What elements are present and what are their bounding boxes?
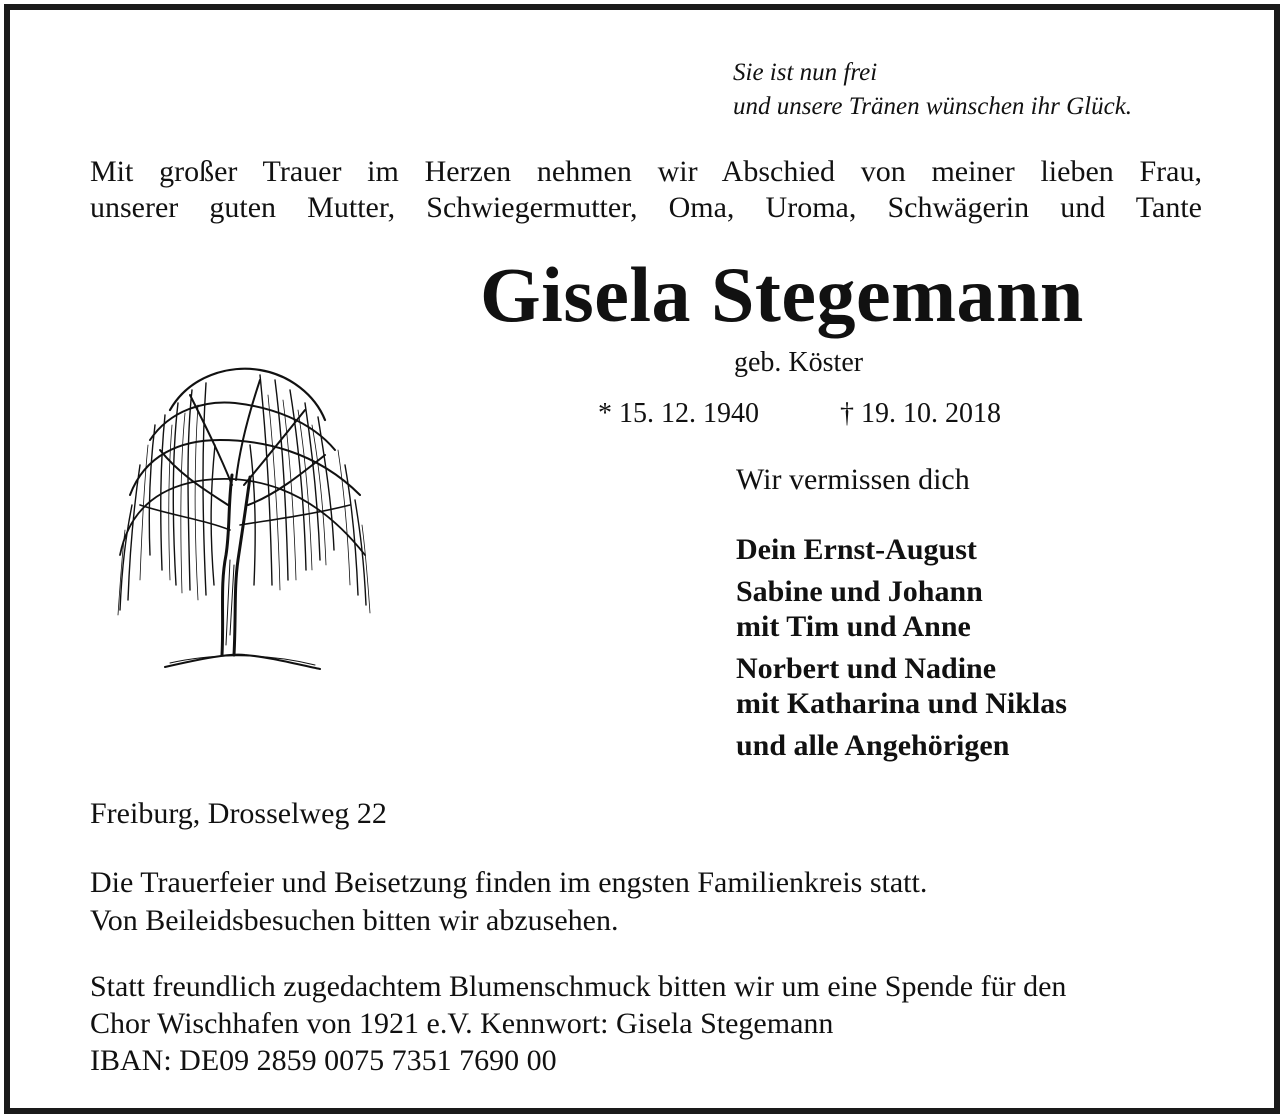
donation-line-2: Chor Wischhafen von 1921 e.V. Kennwort: Gisela Stegemann [90, 1007, 834, 1040]
weeping-willow-icon [110, 355, 380, 675]
obituary-frame [4, 4, 1280, 1114]
birth-date: * 15. 12. 1940 [598, 398, 759, 429]
mourner-line: Sabine und Johann [736, 575, 983, 608]
mourner-group [736, 728, 1067, 763]
intro-line-2: unserer guten Mutter, Schwiegermutter, Oma, Uroma, Schwägerin und Tante [90, 191, 1202, 224]
donation-notice [90, 968, 1066, 1079]
donation-line-1: Statt freundlich zugedachtem Blumenschmuck bitten wir um eine Spende für den [90, 970, 1067, 1003]
mourner-group [736, 574, 1067, 644]
mourner-line: mit Tim und Anne [736, 610, 971, 643]
intro-text [90, 154, 1202, 226]
death-date: † 19. 10. 2018 [840, 398, 1001, 429]
motto-quote [733, 56, 1132, 124]
intro-line-1: Mit großer Trauer im Herzen nehmen wir Abschied von meiner lieben Frau, [90, 155, 1202, 188]
donation-iban: IBAN: DE09 2859 0075 7351 7690 00 [90, 1044, 557, 1077]
ceremony-notice [90, 864, 927, 940]
motto-line-1: Sie ist nun frei [733, 59, 878, 86]
mourner-line: mit Katharina und Niklas [736, 687, 1067, 720]
miss-line: Wir vermissen dich [736, 463, 970, 496]
mourners-list [736, 532, 1067, 770]
mourner-line: Norbert und Nadine [736, 652, 997, 685]
address: Freiburg, Drosselweg 22 [90, 797, 387, 830]
mourner-line: und alle Angehörigen [736, 729, 1010, 762]
motto-line-2: und unsere Tränen wünschen ihr Glück. [733, 93, 1133, 120]
birth-name: geb. Köster [734, 347, 864, 378]
mourner-group [736, 651, 1067, 721]
mourner-group [736, 532, 1067, 567]
ceremony-line-2: Von Beileidsbesuchen bitten wir abzusehen. [90, 904, 619, 937]
mourner-line: Dein Ernst-August [736, 533, 977, 566]
deceased-name: Gisela Stegemann [480, 251, 1084, 338]
ceremony-line-1: Die Trauerfeier und Beisetzung finden im engsten Familienkreis statt. [90, 866, 928, 899]
